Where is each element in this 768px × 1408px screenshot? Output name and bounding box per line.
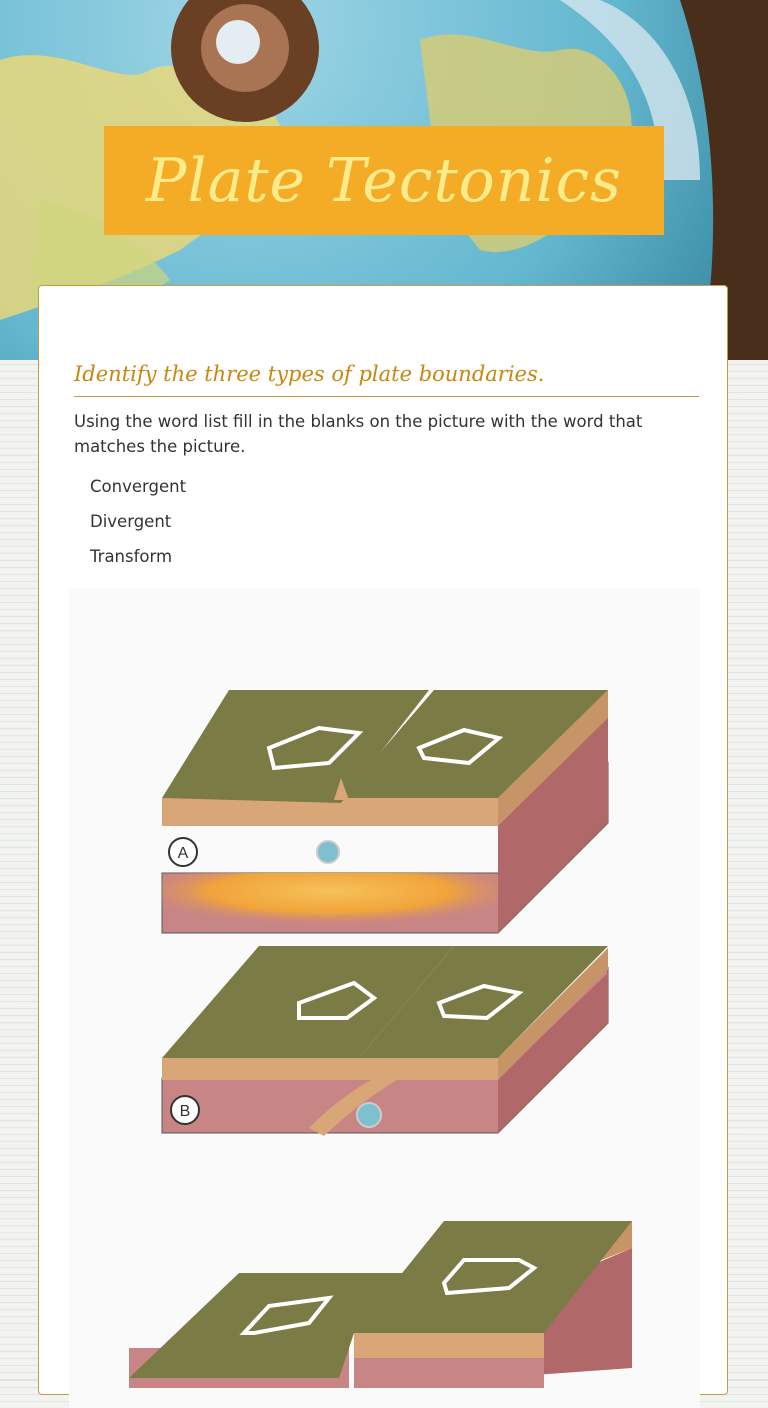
question-instructions: Using the word list fill in the blanks on the picture with the word that matches the picture. xyxy=(74,412,643,456)
plate-boundaries-diagram xyxy=(69,588,700,1408)
title-banner xyxy=(104,126,664,235)
block-c xyxy=(129,1221,632,1388)
marker-b xyxy=(357,1103,381,1127)
word-list-item: Transform xyxy=(90,547,173,566)
question-block xyxy=(74,362,699,574)
block-b xyxy=(162,946,608,1136)
label-a: A xyxy=(177,845,189,862)
word-list-item: Convergent xyxy=(90,477,187,496)
block-a xyxy=(162,690,608,933)
question-title: Identify the three types of plate boundaries. xyxy=(74,362,699,397)
label-b: B xyxy=(179,1103,191,1120)
page-title: Plate Tectonics xyxy=(146,145,622,216)
worksheet-card xyxy=(38,285,728,1395)
marker-a xyxy=(317,841,339,863)
word-list-item: Divergent xyxy=(90,512,172,531)
